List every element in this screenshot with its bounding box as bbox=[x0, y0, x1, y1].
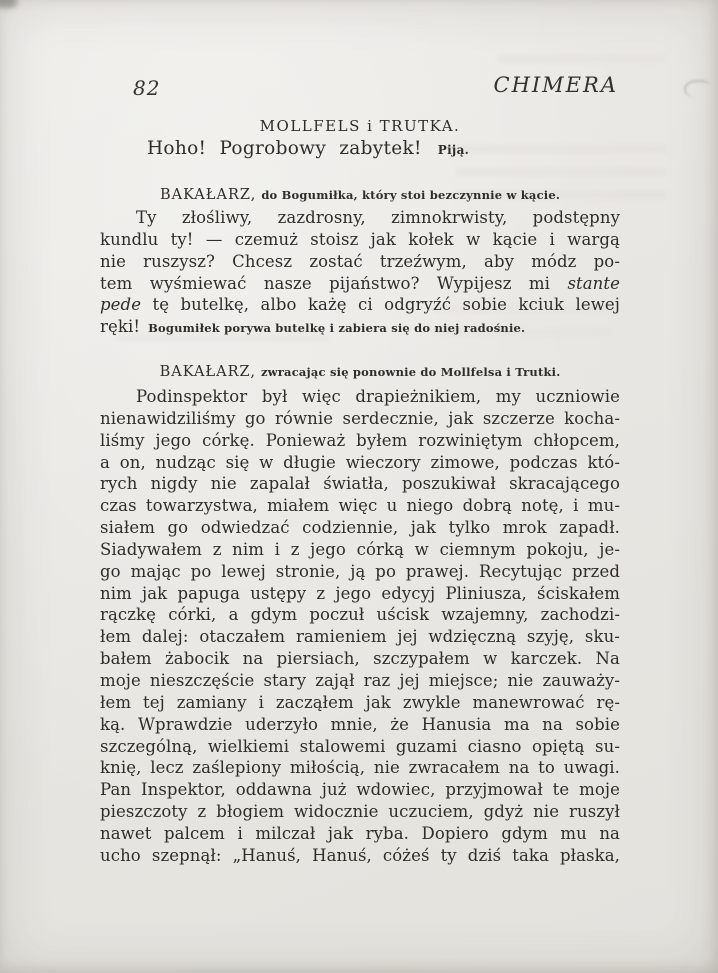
text-segment: moje nieszczęście stary zajął raz jej miejsce; nie zauważy- bbox=[100, 670, 620, 690]
text-line bbox=[100, 495, 620, 517]
text-segment: pieszczoty z błogiem widocznie uczuciem, gdyż nie ruszył bbox=[100, 802, 620, 822]
speaker-cue bbox=[100, 184, 620, 203]
text-segment: nienawidziliśmy go równie serdecznie, jak szczerze kocha- bbox=[100, 408, 620, 428]
text-segment: Siadywałem z nim i z jego córką w ciemnym pokoju, je- bbox=[100, 539, 620, 559]
text-line bbox=[100, 229, 620, 251]
text-segment: łem tej zamiany i zacząłem jak zwykle manewrować rę- bbox=[100, 692, 620, 712]
text-line bbox=[100, 251, 620, 273]
text-line bbox=[100, 714, 620, 736]
text-segment: Podinspektor był więc drapieżnikiem, my uczniowie bbox=[136, 387, 620, 406]
text-line bbox=[100, 561, 620, 583]
text-line bbox=[100, 517, 620, 539]
text-segment: tę butelkę, albo każę ci odgryźć sobie kciuk lewej bbox=[141, 295, 620, 315]
text-segment: rączkę córki, a gdym poczuł uścisk wzajemny, zachodzi- bbox=[100, 605, 620, 625]
text-line bbox=[100, 648, 620, 670]
bleedthrough-ghost bbox=[498, 50, 666, 75]
stage-direction: Piją. bbox=[437, 143, 470, 157]
text-line bbox=[100, 670, 620, 692]
text-segment: siałem go odwiedzać codziennie, jak tylko mrok zapadł. bbox=[100, 518, 620, 538]
scene-cast-heading: MOLLFELS i TRUTKA. bbox=[259, 117, 461, 135]
stage-direction: do Bogumiłka, który stoi bezczynnie w kącie. bbox=[261, 188, 561, 202]
text-segment: tem wyśmiewać nasze pijaństwo? Wypijesz mi bbox=[100, 273, 568, 293]
text-segment: ką. Wprawdzie uderzyło mnie, że Hanusia ma na sobie bbox=[100, 714, 620, 734]
opening-dialogue-line bbox=[147, 138, 469, 159]
text-segment: stante bbox=[567, 273, 620, 293]
speaker-cue bbox=[100, 361, 620, 380]
inline-stage-direction: Bogumiłek porywa butelkę i zabiera się do niej radośnie. bbox=[148, 321, 526, 336]
text-line bbox=[100, 779, 620, 801]
text-line bbox=[100, 692, 620, 714]
text-segment: Pan Inspektor, oddawna już wdowiec, przyjmował te moje bbox=[100, 780, 620, 800]
speaker-name: BAKAŁARZ, bbox=[159, 364, 256, 380]
text-segment: nawet palcem i milczał jak ryba. Dopiero gdym mu na bbox=[100, 823, 620, 843]
page-number: 82 bbox=[133, 76, 161, 100]
text-line bbox=[100, 604, 620, 626]
text-line bbox=[100, 386, 620, 408]
speaker-name: BAKAŁARZ, bbox=[159, 187, 257, 203]
text-segment: go mając po lewej stronie, ją po prawej. Recytując przed bbox=[100, 561, 620, 581]
text-segment: kundlu ty! — czemuż stoisz jak kołek w kącie i wargą bbox=[100, 229, 620, 249]
stage-direction: zwracając się ponownie do Mollfelsa i Trutki. bbox=[260, 365, 561, 379]
opening-speech: Hoho! Pogrobowy zabytek! bbox=[147, 138, 422, 159]
text-line bbox=[100, 583, 620, 605]
text-line bbox=[100, 316, 620, 338]
text-segment: knię, lecz zaślepiony miłością, nie zwracałem na to uwagi. bbox=[100, 758, 620, 778]
text-segment: ucho szepnął: „Hanuś, Hanuś, cóżeś ty dziś taka płaska, bbox=[100, 845, 620, 865]
text-segment: łem dalej: otaczałem ramieniem jej wdzięczną szyję, sku- bbox=[100, 627, 620, 647]
text-line bbox=[100, 845, 620, 867]
text-segment: bałem żabocik na piersiach, szczypałem w karczek. Na bbox=[100, 649, 620, 669]
text-line bbox=[100, 626, 620, 648]
text-line bbox=[100, 539, 620, 561]
text-line bbox=[100, 757, 620, 779]
text-line bbox=[100, 430, 620, 452]
text-line bbox=[100, 473, 620, 495]
text-segment: ręki! bbox=[100, 317, 141, 337]
text-line bbox=[100, 408, 620, 430]
text-line bbox=[100, 294, 620, 316]
text-segment: rych nigdy nie zapalał światła, poszukiwał skracającego bbox=[100, 474, 620, 494]
dialogue-paragraph bbox=[100, 207, 620, 338]
text-line bbox=[100, 736, 620, 758]
journal-title: CHIMERA bbox=[493, 73, 618, 97]
text-segment: czas towarzystwa, miałem więc u niego dobrą notę, i mu- bbox=[100, 496, 620, 516]
text-segment: szczególną, wielkiemi stalowemi guzami ciasno opiętą su- bbox=[100, 736, 620, 756]
text-segment: a on, nudząc się w długie wieczory zimowe, podczas któ- bbox=[100, 452, 620, 472]
text-line bbox=[100, 452, 620, 474]
text-segment: Ty złośliwy, zazdrosny, zimnokrwisty, podstępny bbox=[136, 208, 620, 227]
page-curl-mark bbox=[684, 80, 710, 98]
scan-corner-artifact bbox=[0, 0, 17, 8]
text-segment: nim jak papuga ustępy z jego edycyj Pliniusza, ściskałem bbox=[100, 583, 620, 603]
text-segment: nie ruszysz? Chcesz zostać trzeźwym, aby módz po- bbox=[100, 251, 620, 271]
text-line bbox=[100, 801, 620, 823]
text-segment: pede bbox=[100, 295, 142, 315]
text-line bbox=[100, 207, 620, 229]
text-line bbox=[100, 823, 620, 845]
dialogue-paragraph bbox=[100, 386, 620, 867]
text-line bbox=[100, 273, 620, 295]
text-segment: liśmy jego córkę. Ponieważ byłem rozwiniętym chłopcem, bbox=[100, 430, 620, 450]
